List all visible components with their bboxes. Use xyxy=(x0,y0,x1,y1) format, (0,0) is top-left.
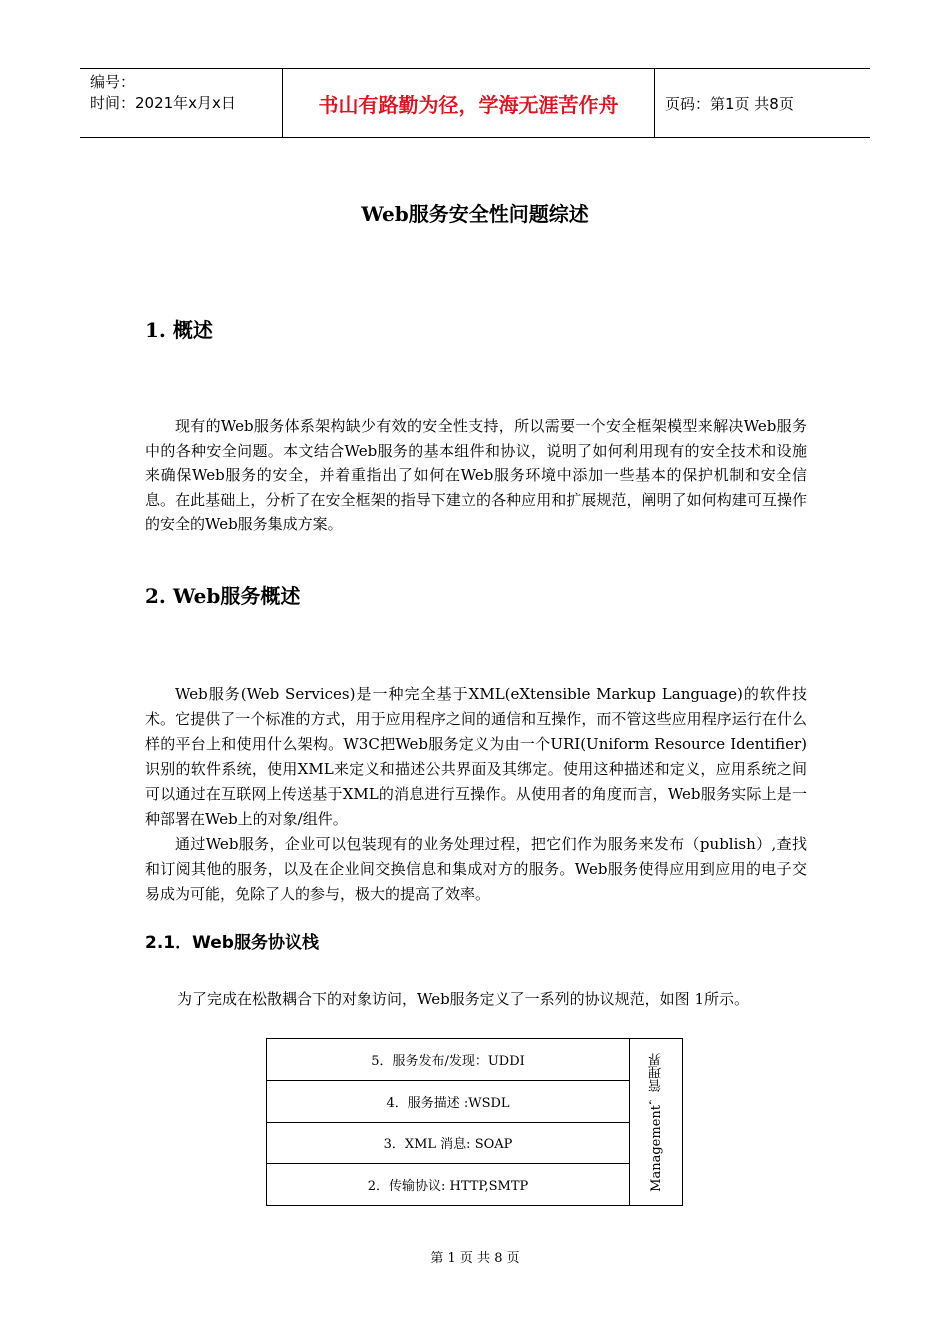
header-motto: 书山有路勤为径，学海无涯苦作舟 xyxy=(282,69,655,137)
protocol-layer-2: 2．传输协议: HTTP,SMTP xyxy=(367,1179,529,1195)
protocol-layer-3: 3．XML 消息: SOAP xyxy=(267,1123,629,1165)
protocol-layer-4: 4．服务描述 :WSDL xyxy=(267,1081,629,1123)
management-column xyxy=(630,1039,682,1205)
protocol-layers xyxy=(267,1039,630,1205)
section-2-1-intro: 为了完成在松散耦合下的对象访问，Web服务定义了一系列的协议规范，如图 1所示。 xyxy=(177,990,749,1008)
header-table xyxy=(80,68,870,138)
protocol-layer-5: 5．服务发布/发现：UDDI xyxy=(267,1039,629,1081)
document-title: Web服务安全性问题综述 xyxy=(361,202,589,226)
section-2-1-heading: 2.1．Web服务协议栈 xyxy=(145,933,319,953)
section-1-heading: 1. 概述 xyxy=(145,318,213,342)
header-page-label: 页码：第1页 共8页 xyxy=(665,94,794,113)
section-2-paragraph-2: 通过Web服务，企业可以包装现有的业务处理过程，把它们作为服务来发布（publish）,查找和订阅其他的服务，以及在企业间交换信息和集成对方的服务。Web服务使得应用到应用的电子交易成为可能，免除了人的参与，极大的提高了效率。 xyxy=(145,835,807,903)
section-2-paragraph-1: Web服务(Web Services)是一种完全基于XML(eXtensible Markup Language)的软件技术。它提供了一个标准的方式，用于应用程序之间的通信和互操作，而不管这些应用程序运行在什么样的平台上和使用什么架构。W3C把Web服务定义为由一个URI(Uniform Resource Identifier)识别的软件系统，使用XML来定义和描述公共界面及其绑定。使用这种描述和定义，应用系统之间可以通过在互联网上传送基于XML的消息进行互操作。从使用者的角度而言，Web服务实际上是一种部署在Web上的对象/组件。 xyxy=(145,685,807,828)
page-footer: 第 1 页 共 8 页 xyxy=(430,1251,520,1266)
management-label: Management，管理界 xyxy=(648,1052,664,1192)
header-meta xyxy=(80,69,282,137)
section-2-heading: 2. Web服务概述 xyxy=(145,584,301,608)
protocol-stack-figure xyxy=(266,1038,683,1206)
section-1-paragraph: 现有的Web服务体系架构缺少有效的安全性支持，所以需要一个安全框架模型来解决Web服务中的各种安全问题。本文结合Web服务的基本组件和协议，说明了如何利用现有的安全技术和设施来确保Web服务的安全，并着重指出了如何在Web服务环境中添加一些基本的保护机制和安全信息。在此基础上，分析了在安全框架的指导下建立的各种应用和扩展规范，阐明了如何构建可互操作的安全的Web服务集成方案。 xyxy=(145,417,807,533)
doc-time-label: 时间：2021年x月x日 xyxy=(90,94,236,112)
doc-number-label: 编号： xyxy=(90,73,136,91)
